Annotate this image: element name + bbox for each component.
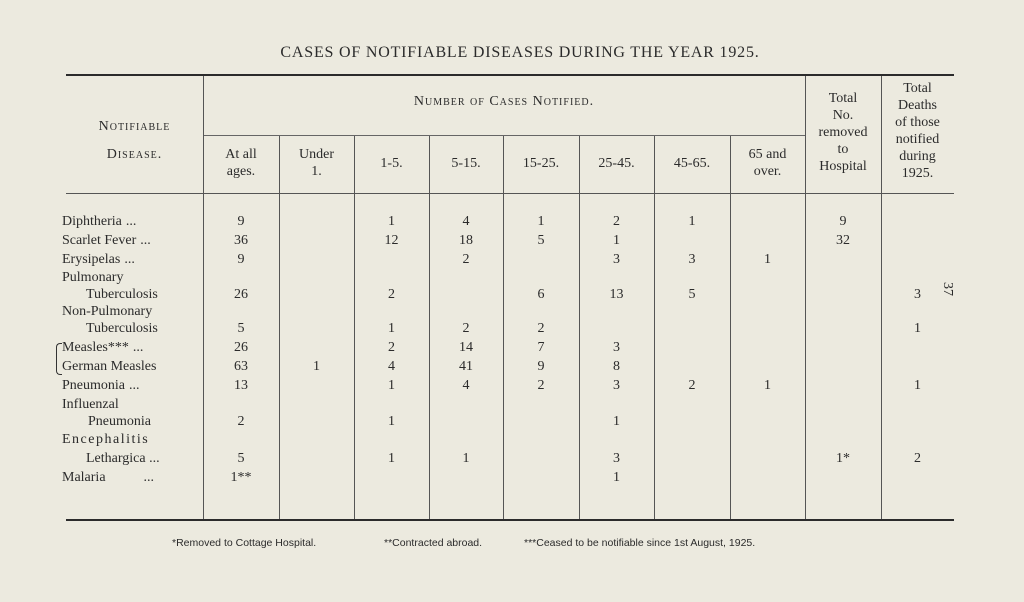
table-cell: 2 — [237, 414, 245, 429]
disease-name: Influenzal — [62, 397, 119, 412]
table-cell: 1 — [313, 359, 320, 374]
table-cell: 13 — [234, 378, 248, 393]
disease-name: German Measles — [62, 359, 157, 374]
page-number: 37 — [940, 282, 955, 296]
col-header-25-45: 25-45. — [598, 156, 635, 171]
table-cell: 1 — [613, 470, 620, 485]
table-cell: 2 — [613, 214, 620, 229]
table-cell: 14 — [459, 340, 473, 355]
number-notified-header: Number of Cases Notified. — [413, 94, 595, 109]
table-cell: 36 — [234, 233, 248, 248]
table-cell: 18 — [459, 233, 473, 248]
column-divider — [279, 136, 280, 519]
table-cell: 1 — [914, 321, 921, 336]
table-cell: 2 — [388, 340, 395, 355]
col-header-under-1: Under 1. — [299, 147, 334, 179]
table-cell: 9 — [839, 214, 847, 229]
table-cell: 1 — [613, 233, 620, 248]
disease-name: Malaria ... — [62, 470, 155, 485]
col-header-5-15: 5-15. — [451, 156, 481, 171]
table-cell: 9 — [237, 252, 245, 267]
table-cell: 1 — [537, 214, 545, 229]
table-cell: 3 — [613, 340, 620, 355]
table-cell: 4 — [462, 214, 470, 229]
disease-name-cont: Pneumonia — [88, 414, 151, 429]
col-header-deaths: Total Deaths of those notified during 1925. — [895, 81, 940, 181]
table-cell: 1 — [388, 378, 395, 393]
disease-header-line1: Notifiable — [98, 119, 171, 134]
table-cell: 3 — [914, 287, 921, 302]
table-cell: 63 — [234, 359, 248, 374]
table-cell: 5 — [237, 451, 245, 466]
table-cell: 2 — [537, 378, 545, 393]
table-cell: 1 — [388, 214, 395, 229]
table-cell: 26 — [234, 340, 248, 355]
table-cell: 3 — [613, 378, 620, 393]
table-cell: 1 — [388, 321, 395, 336]
disease-name: Measles*** ... — [62, 340, 144, 355]
table-cell: 3 — [688, 252, 696, 267]
table-cell: 1 — [388, 414, 395, 429]
table-cell: 2 — [388, 287, 395, 302]
table-cell: 12 — [384, 233, 399, 248]
disease-name: Encephalitis — [62, 432, 150, 447]
table-cell: 1** — [230, 470, 252, 485]
table-cell: 1 — [764, 252, 771, 267]
footnote: *Removed to Cottage Hospital. — [172, 537, 317, 549]
table-cell: 3 — [613, 252, 620, 267]
table-cell: 41 — [459, 359, 473, 374]
disease-name-cont: Tuberculosis — [86, 321, 158, 336]
disease-name-cont: Lethargica ... — [86, 451, 160, 466]
disease-name: Scarlet Fever ... — [62, 233, 151, 248]
table-cell: 13 — [609, 287, 624, 302]
header-sub-rule — [203, 135, 805, 136]
table-cell: 8 — [613, 359, 620, 374]
table-bottom-rule — [66, 519, 954, 521]
table-cell: 2 — [914, 451, 921, 466]
col-header-65-over: 65 and over. — [748, 147, 787, 179]
page-title: CASES OF NOTIFIABLE DISEASES DURING THE YEAR 1925. — [280, 44, 760, 61]
disease-name-cont: Tuberculosis — [86, 287, 158, 302]
disease-name: Pulmonary — [62, 270, 124, 285]
footnote: ***Ceased to be notifiable since 1st August, 1925. — [524, 537, 756, 549]
col-header-all-ages: At all ages. — [225, 147, 257, 179]
table-cell: 1 — [462, 451, 470, 466]
table-cell: 2 — [462, 321, 470, 336]
table-cell: 2 — [462, 252, 470, 267]
table-cell: 5 — [688, 287, 696, 302]
table-cell: 9 — [537, 359, 545, 374]
table-top-rule — [66, 74, 954, 76]
column-divider — [654, 136, 655, 519]
col-header-removed: Total No. removed to Hospital — [818, 91, 868, 174]
disease-name: Non-Pulmonary — [62, 304, 153, 319]
table-cell: 9 — [237, 214, 245, 229]
table-cell: 6 — [537, 287, 545, 302]
disease-header-line2: Disease. — [106, 147, 163, 162]
table-cell: 5 — [537, 233, 545, 248]
col-header-1-5: 1-5. — [380, 156, 403, 171]
disease-name: Pneumonia ... — [62, 378, 140, 393]
disease-name: Erysipelas ... — [62, 252, 135, 267]
column-divider — [730, 136, 731, 519]
col-header-15-25: 15-25. — [522, 156, 560, 171]
col-header-45-65: 45-65. — [673, 156, 711, 171]
table-cell: 4 — [388, 359, 395, 374]
table-cell: 3 — [613, 451, 620, 466]
table-cell: 1 — [613, 414, 620, 429]
table-cell: 1 — [914, 378, 921, 393]
header-bottom-rule — [66, 193, 954, 194]
disease-name: Diphtheria ... — [62, 214, 137, 229]
table-cell: 2 — [688, 378, 696, 393]
table-cell: 1 — [388, 451, 395, 466]
footnote: **Contracted abroad. — [384, 537, 483, 549]
table-cell: 5 — [237, 321, 245, 336]
table-cell: 26 — [234, 287, 248, 302]
table-cell: 4 — [462, 378, 470, 393]
table-cell: 1* — [836, 451, 850, 466]
table-cell: 7 — [537, 340, 545, 355]
table-cell: 32 — [836, 233, 850, 248]
table-cell: 1 — [688, 214, 696, 229]
table-cell: 1 — [764, 378, 771, 393]
table-cell: 2 — [537, 321, 545, 336]
